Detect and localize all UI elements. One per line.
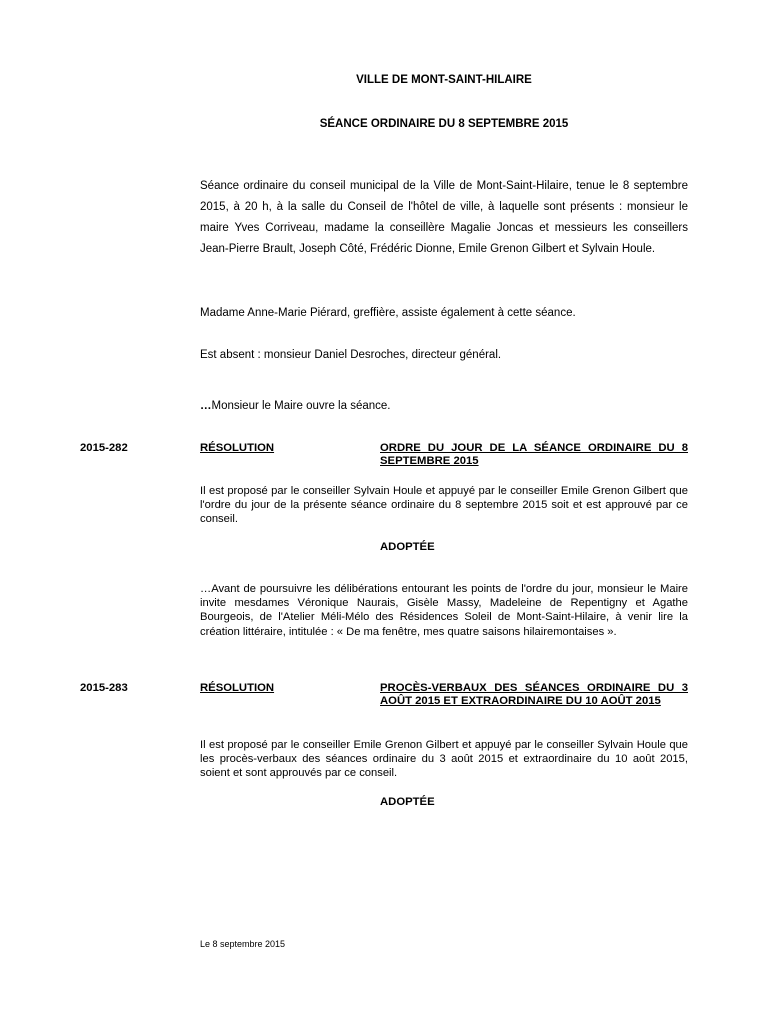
resolution-label: RÉSOLUTION <box>200 682 275 694</box>
resolution-label: RÉSOLUTION <box>200 442 275 454</box>
footer-date: Le 8 septembre 2015 <box>200 939 286 949</box>
intro-paragraph-attendance: Séance ordinaire du conseil municipal de la Ville de Mont-Saint-Hilaire, tenue le 8 septembre 2015, à 20 h, à la salle du Conseil de l'hôtel de ville, à laquelle sont présents : monsieur le maire Yves Corriveau, madame la conseillère Magalie Joncas et messieurs les conseillers Jean-Pierre Brault, Joseph Côté, Frédéric Dionne, Emile Grenon Gilbert et Sylvain Houle. <box>200 180 688 255</box>
session-title: SÉANCE ORDINAIRE DU 8 SEPTEMBRE 2015 <box>319 118 569 130</box>
resolution-subject: PROCÈS-VERBAUX DES SÉANCES ORDINAIRE DU 3 AOÛT 2015 ET EXTRAORDINAIRE DU 10 AOÛT 2015 <box>380 682 688 707</box>
resolution-status: ADOPTÉE <box>380 796 435 808</box>
intro-opening <box>200 396 688 417</box>
resolution-body: Il est proposé par le conseiller Emile Grenon Gilbert et appuyé par le conseiller Sylvain Houle que les procès-verbaux des séances ordinaire du 3 août 2015 et extraordinaire du 10 août 2015, soient et sont approuvés par ce conseil. <box>200 739 688 780</box>
opening-ellipsis: … <box>200 400 212 412</box>
opening-text: Monsieur le Maire ouvre la séance. <box>211 400 391 412</box>
intro-paragraph-clerk: Madame Anne-Marie Piérard, greffière, assiste également à cette séance. <box>200 307 576 319</box>
resolution-status: ADOPTÉE <box>380 541 435 553</box>
resolution-number: 2015-282 <box>80 442 128 454</box>
resolution-body: Il est proposé par le conseiller Sylvain Houle et appuyé par le conseiller Emile Grenon Gilbert que l'ordre du jour de la présente séance ordinaire du 8 septembre 2015 soit et est approuvé par ce conseil. <box>200 485 688 526</box>
city-title: VILLE DE MONT-SAINT-HILAIRE <box>356 74 532 86</box>
resolution-subject: ORDRE DU JOUR DE LA SÉANCE ORDINAIRE DU 8 SEPTEMBRE 2015 <box>380 442 688 467</box>
intro-paragraph-absent: Est absent : monsieur Daniel Desroches, directeur général. <box>200 349 502 361</box>
interlude-paragraph: …Avant de poursuivre les délibérations entourant les points de l'ordre du jour, monsieur le Maire invite mesdames Véronique Naurais, Gisèle Massy, Madeleine de Repentigny et Agathe Bourgeois, de l'Atelier Méli-Mélo des Résidences Soleil de Mont-Saint-Hilaire, à venir lire la création littéraire, intitulée : « De ma fenêtre, mes quatre saisons hilairemontaises ». <box>200 583 688 638</box>
resolution-number: 2015-283 <box>80 682 128 694</box>
